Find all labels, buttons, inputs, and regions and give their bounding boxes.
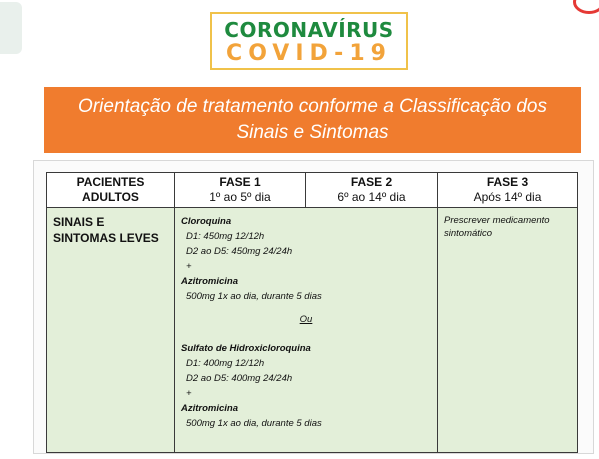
phase-3-text: Prescrever medicamento sintomático bbox=[444, 215, 550, 239]
header-subtitle: ADULTOS bbox=[82, 190, 139, 204]
header-subtitle: Após 14º dia bbox=[473, 190, 542, 204]
coronavirus-logo bbox=[210, 12, 408, 70]
row-label: SINAIS E SINTOMAS LEVES bbox=[53, 215, 159, 245]
logo-line-1: CORONAVÍRUS bbox=[224, 18, 394, 42]
header-title: PACIENTES bbox=[76, 175, 145, 189]
header-phase-1 bbox=[175, 173, 306, 208]
banner-title: Orientação de tratamento conforme a Classificação dos Sinais e Sintomas bbox=[78, 96, 547, 143]
phase-3-cell bbox=[438, 208, 578, 453]
dose-line: D1: 450mg 12/12h bbox=[186, 231, 265, 242]
logo-line-2: COVID-19 bbox=[226, 41, 392, 66]
plus-sign: + bbox=[186, 261, 192, 272]
header-phase-2 bbox=[306, 173, 438, 208]
dose-line: D1: 400mg 12/12h bbox=[186, 358, 265, 369]
header-title: FASE 1 bbox=[219, 175, 261, 189]
dose-line: 500mg 1x ao dia, durante 5 dias bbox=[186, 291, 322, 302]
title-banner bbox=[44, 87, 581, 153]
phase-1-2-cell bbox=[175, 208, 438, 453]
drug-name: Azitromicina bbox=[181, 403, 239, 414]
table-row bbox=[47, 208, 578, 453]
or-separator: Ou bbox=[299, 314, 313, 325]
table-header-row bbox=[47, 173, 578, 208]
header-phase-3 bbox=[438, 173, 578, 208]
drug-name: Cloroquina bbox=[181, 216, 232, 227]
drug-name: Sulfato de Hidroxicloroquina bbox=[181, 343, 311, 354]
plus-sign: + bbox=[186, 388, 192, 399]
treatment-table bbox=[46, 172, 578, 453]
left-edge-tab bbox=[0, 2, 22, 54]
prescription-block bbox=[181, 214, 431, 431]
row-label-cell bbox=[47, 208, 175, 453]
dose-line: D2 ao D5: 400mg 24/24h bbox=[186, 373, 293, 384]
header-subtitle: 1º ao 5º dia bbox=[209, 190, 271, 204]
header-patients bbox=[47, 173, 175, 208]
drug-name: Azitromicina bbox=[181, 276, 239, 287]
dose-line: D2 ao D5: 450mg 24/24h bbox=[186, 246, 293, 257]
header-title: FASE 3 bbox=[486, 175, 529, 189]
header-subtitle: 6º ao 14º dia bbox=[337, 190, 406, 204]
corner-mark-icon bbox=[573, 0, 599, 14]
dose-line: 500mg 1x ao dia, durante 5 dias bbox=[186, 418, 322, 429]
header-title: FASE 2 bbox=[350, 175, 393, 189]
